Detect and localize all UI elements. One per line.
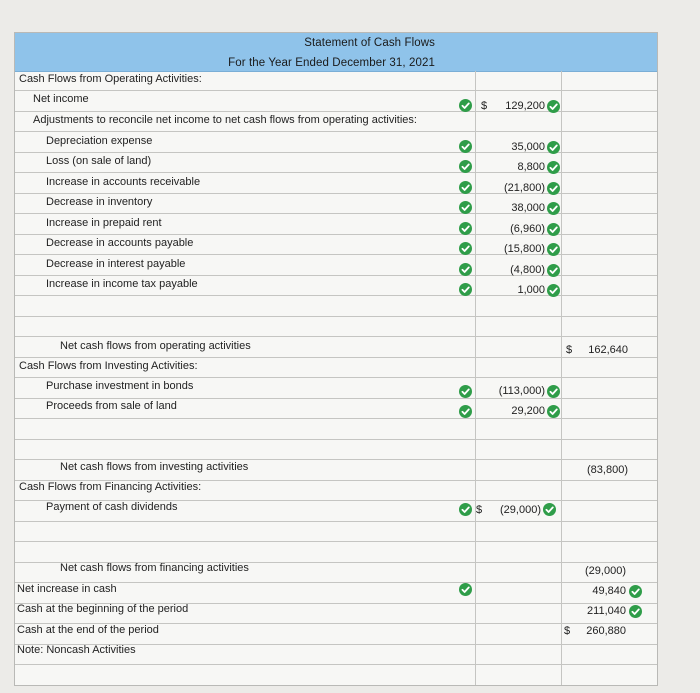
loss-land-value[interactable]: 8,800 bbox=[517, 161, 545, 173]
inc-tax-value[interactable]: 1,000 bbox=[517, 284, 545, 296]
net-financing-label: Net cash flows from financing activities bbox=[60, 562, 249, 574]
check-circle-icon bbox=[459, 242, 472, 255]
currency-sign: $ bbox=[564, 625, 571, 637]
inc-prepaid-value[interactable]: (6,960) bbox=[510, 223, 545, 235]
dec-ap-value[interactable]: (15,800) bbox=[504, 243, 545, 255]
check-circle-icon bbox=[629, 605, 642, 618]
check-circle-icon bbox=[547, 264, 560, 277]
net-increase-label: Net increase in cash bbox=[17, 583, 117, 595]
check-circle-icon bbox=[547, 284, 560, 297]
dividends-value[interactable]: (29,000) bbox=[500, 504, 541, 516]
check-circle-icon bbox=[459, 201, 472, 214]
statement-subtitle: For the Year Ended December 31, 2021 bbox=[228, 57, 435, 69]
check-circle-icon bbox=[629, 585, 642, 598]
net-operating-label: Net cash flows from operating activities bbox=[60, 340, 251, 352]
check-circle-icon bbox=[459, 181, 472, 194]
check-circle-icon bbox=[547, 161, 560, 174]
adjustments-label: Adjustments to reconcile net income to net cash flows from operating activities: bbox=[33, 114, 417, 126]
cash-begin-value[interactable]: 211,040 bbox=[587, 605, 626, 617]
cash-begin-label: Cash at the beginning of the period bbox=[17, 603, 189, 615]
check-circle-icon bbox=[459, 583, 472, 596]
net-income-value[interactable]: 129,200 bbox=[505, 100, 545, 112]
inc-ar-label: Increase in accounts receivable bbox=[46, 176, 201, 188]
net-investing-label: Net cash flows from investing activities bbox=[60, 461, 249, 473]
dec-interest-label: Decrease in interest payable bbox=[46, 258, 186, 270]
net-financing-value[interactable]: (29,000) bbox=[585, 565, 626, 577]
net-investing-value[interactable]: (83,800) bbox=[587, 464, 628, 476]
check-circle-icon bbox=[547, 202, 560, 215]
check-circle-icon bbox=[459, 99, 472, 112]
depreciation-label: Depreciation expense bbox=[46, 135, 153, 147]
check-circle-icon bbox=[547, 243, 560, 256]
check-circle-icon bbox=[459, 405, 472, 418]
check-circle-icon bbox=[459, 263, 472, 276]
dec-interest-value[interactable]: (4,800) bbox=[510, 264, 545, 276]
currency-sign: $ bbox=[476, 504, 483, 516]
purchase-bonds-label: Purchase investment in bonds bbox=[46, 380, 194, 392]
check-circle-icon bbox=[459, 385, 472, 398]
operating-activities-header: Cash Flows from Operating Activities: bbox=[19, 73, 202, 85]
cash-end-label: Cash at the end of the period bbox=[17, 624, 159, 636]
check-circle-icon bbox=[547, 223, 560, 236]
check-circle-icon bbox=[547, 141, 560, 154]
inc-prepaid-label: Increase in prepaid rent bbox=[46, 217, 162, 229]
net-operating-value[interactable]: 162,640 bbox=[588, 344, 628, 356]
dec-inventory-value[interactable]: 38,000 bbox=[511, 202, 545, 214]
inc-tax-label: Increase in income tax payable bbox=[46, 278, 198, 290]
proceeds-land-label: Proceeds from sale of land bbox=[46, 400, 177, 412]
check-circle-icon bbox=[459, 222, 472, 235]
dec-ap-label: Decrease in accounts payable bbox=[46, 237, 194, 249]
statement-title: Statement of Cash Flows bbox=[304, 37, 435, 49]
dec-inventory-label: Decrease in inventory bbox=[46, 196, 153, 208]
financing-activities-header: Cash Flows from Financing Activities: bbox=[19, 481, 202, 493]
dividends-label: Payment of cash dividends bbox=[46, 501, 178, 513]
proceeds-land-value[interactable]: 29,200 bbox=[511, 405, 545, 417]
check-circle-icon bbox=[459, 503, 472, 516]
check-circle-icon bbox=[547, 182, 560, 195]
inc-ar-value[interactable]: (21,800) bbox=[504, 182, 545, 194]
check-circle-icon bbox=[459, 160, 472, 173]
currency-sign: $ bbox=[566, 344, 573, 356]
check-circle-icon bbox=[547, 100, 560, 113]
purchase-bonds-value[interactable]: (113,000) bbox=[498, 385, 545, 397]
cash-end-value[interactable]: 260,880 bbox=[586, 625, 626, 637]
noncash-label: Note: Noncash Activities bbox=[17, 644, 136, 656]
loss-land-label: Loss (on sale of land) bbox=[46, 155, 152, 167]
currency-sign: $ bbox=[481, 100, 488, 112]
depreciation-value[interactable]: 35,000 bbox=[511, 141, 545, 153]
investing-activities-header: Cash Flows from Investing Activities: bbox=[19, 360, 198, 372]
check-circle-icon bbox=[543, 503, 556, 516]
check-circle-icon bbox=[459, 283, 472, 296]
check-circle-icon bbox=[547, 405, 560, 418]
check-circle-icon bbox=[547, 385, 560, 398]
statement-header bbox=[15, 33, 657, 72]
check-circle-icon bbox=[459, 140, 472, 153]
net-income-label: Net income bbox=[33, 93, 89, 105]
net-increase-value[interactable]: 49,840 bbox=[592, 585, 626, 597]
